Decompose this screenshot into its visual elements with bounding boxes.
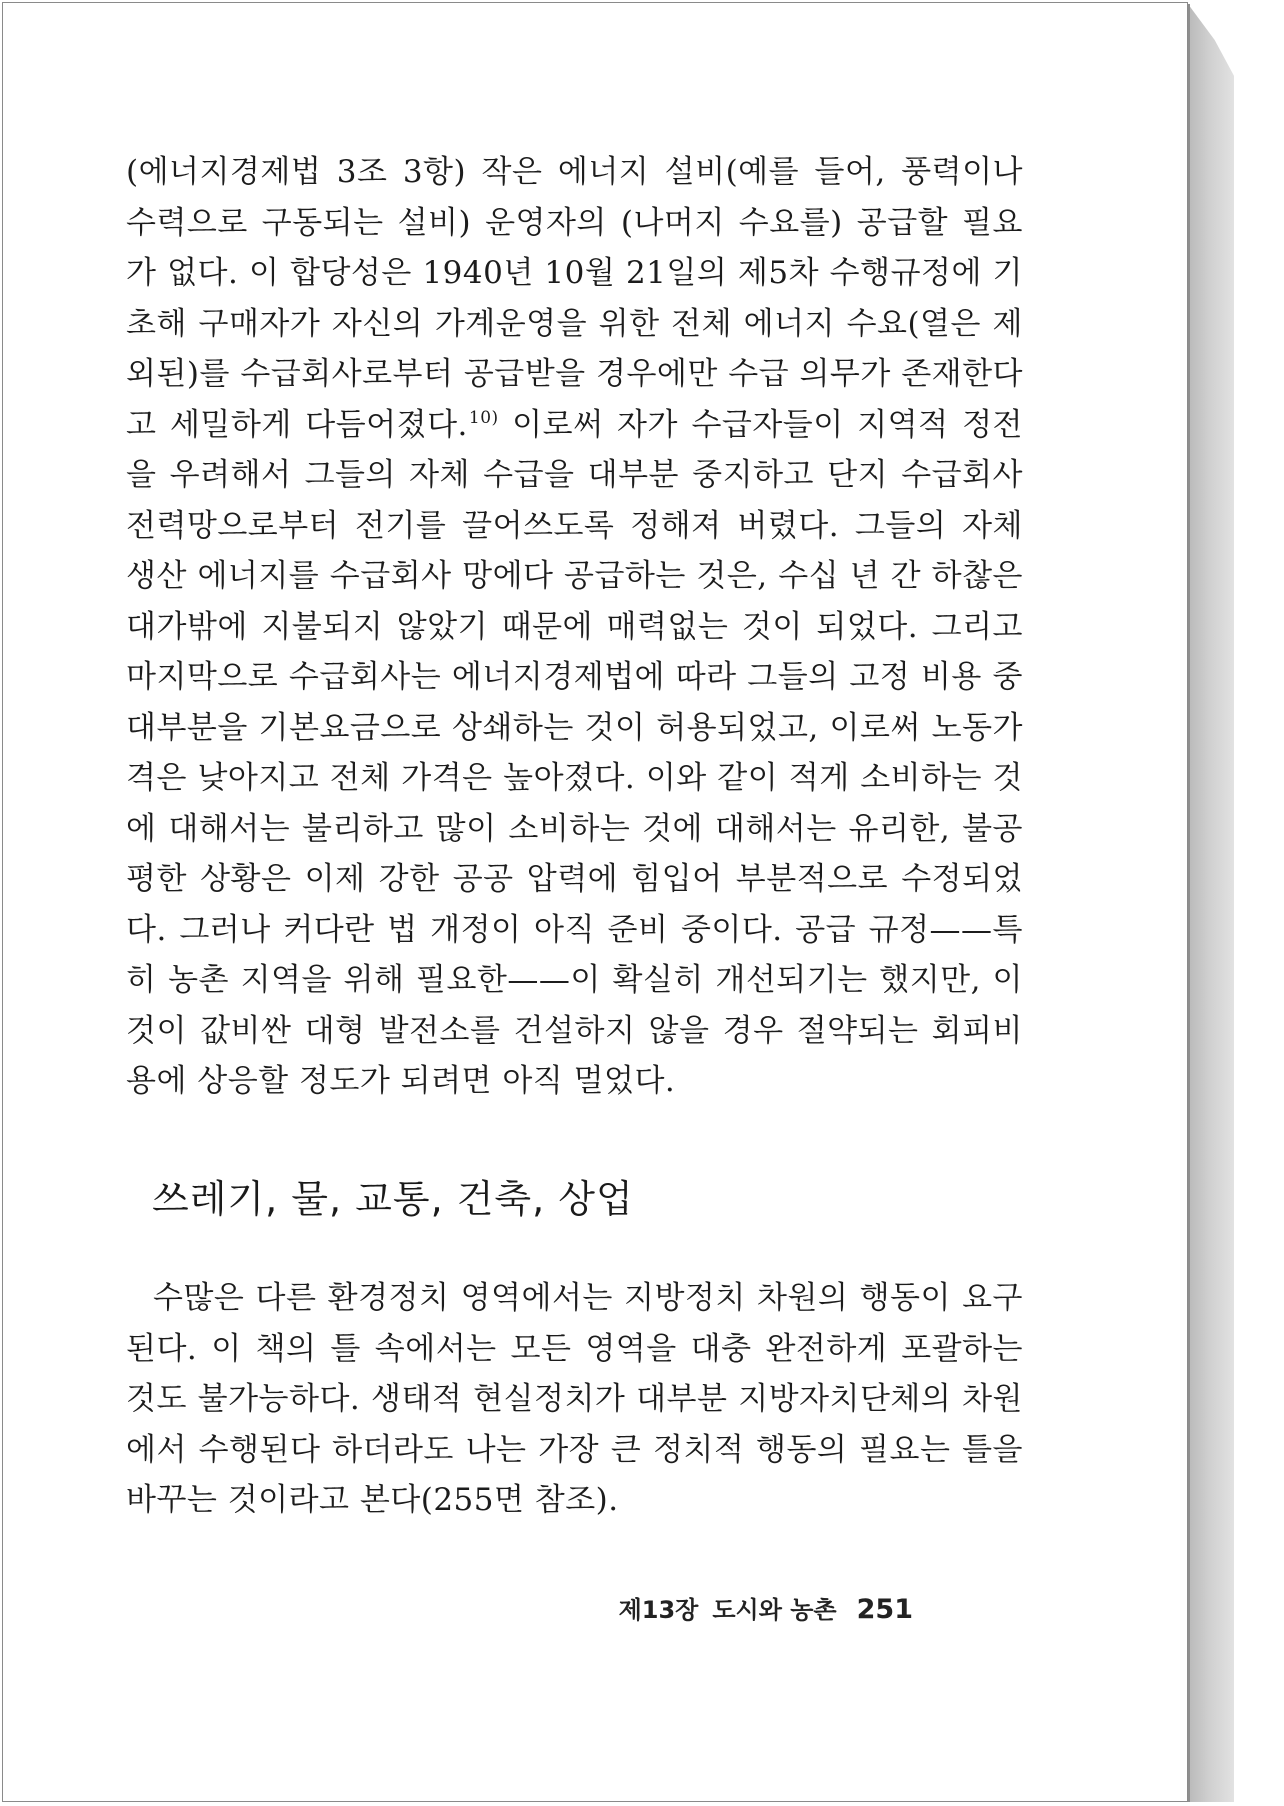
footnote-reference[interactable]: 10) <box>468 408 499 429</box>
paragraph-1-text: (에너지경제법 3조 3항) 작은 에너지 설비(예를 들어, 풍력이나 수력으로 구동되는 설비) 운영자의 (나머지 수요를) 공급할 필요가 없다. 이 합당성은 1940년 10월 21일의 제5차 수행규정에 기초해 구매자가 자신의 가계운영을 위한 전체 에너지 수요(열은 제외된)를 수급회사로부터 공급받을 경우에만 수급 의무가 존재한다고 세밀하게 다듬어졌다. <box>126 154 1023 443</box>
page-edge <box>1188 4 1234 1802</box>
running-footer <box>619 1590 913 1625</box>
body-paragraph-1 <box>126 147 1023 1107</box>
page-edge-line <box>1188 4 1190 1802</box>
paragraph-1-text-continued: 이로써 자가 수급자들이 지역적 정전을 우려해서 그들의 자체 수급을 대부분 중지하고 단지 수급회사 전력망으로부터 전기를 끌어쓰도록 정해져 버렸다. 그들의 자체 생산 에너지를 수급회사 망에다 공급하는 것은, 수십 년 간 하찮은 대가밖에 지불되지 않았기 때문에 매력없는 것이 되었다. 그리고 마지막으로 수급회사는 에너지경제법에 따라 그들의 고정 비용 중 대부분을 기본요금으로 상쇄하는 것이 허용되었고, 이로써 노동가격은 낮아지고 전체 가격은 높아졌다. 이와 같이 적게 소비하는 것에 대해서는 불리하고 많이 소비하는 것에 대해서는 유리한, 불공평한 상황은 이제 강한 공공 압력에 힘입어 부분적으로 수정되었다. 그러나 커다란 법 개정이 아직 준비 중이다. 공급 규정——특히 농촌 지역을 위해 필요한——이 확실히 개선되기는 했지만, 이것이 값비싼 대형 발전소를 건설하지 않을 경우 절약되는 회피비용에 상응할 정도가 되려면 아직 멀었다. <box>126 406 1023 1099</box>
footer-section-title: 도시와 농촌 <box>712 1596 837 1624</box>
body-paragraph-2 <box>126 1273 1023 1526</box>
section-heading: 쓰레기, 물, 교통, 건축, 상업 <box>152 1177 634 1221</box>
book-page <box>2 2 1188 1802</box>
footer-chapter: 제13장 <box>618 1596 699 1624</box>
paragraph-2-text: 수많은 다른 환경정치 영역에서는 지방정치 차원의 행동이 요구된다. 이 책의 틀 속에서는 모든 영역을 대충 완전하게 포괄하는 것도 불가능하다. 생태적 현실정치가 대부분 지방자치단체의 차원에서 수행된다 하더라도 나는 가장 큰 정치적 행동의 필요는 틀을 바꾸는 것이라고 본다(255면 참조). <box>126 1280 1023 1518</box>
page-number: 251 <box>856 1594 913 1625</box>
